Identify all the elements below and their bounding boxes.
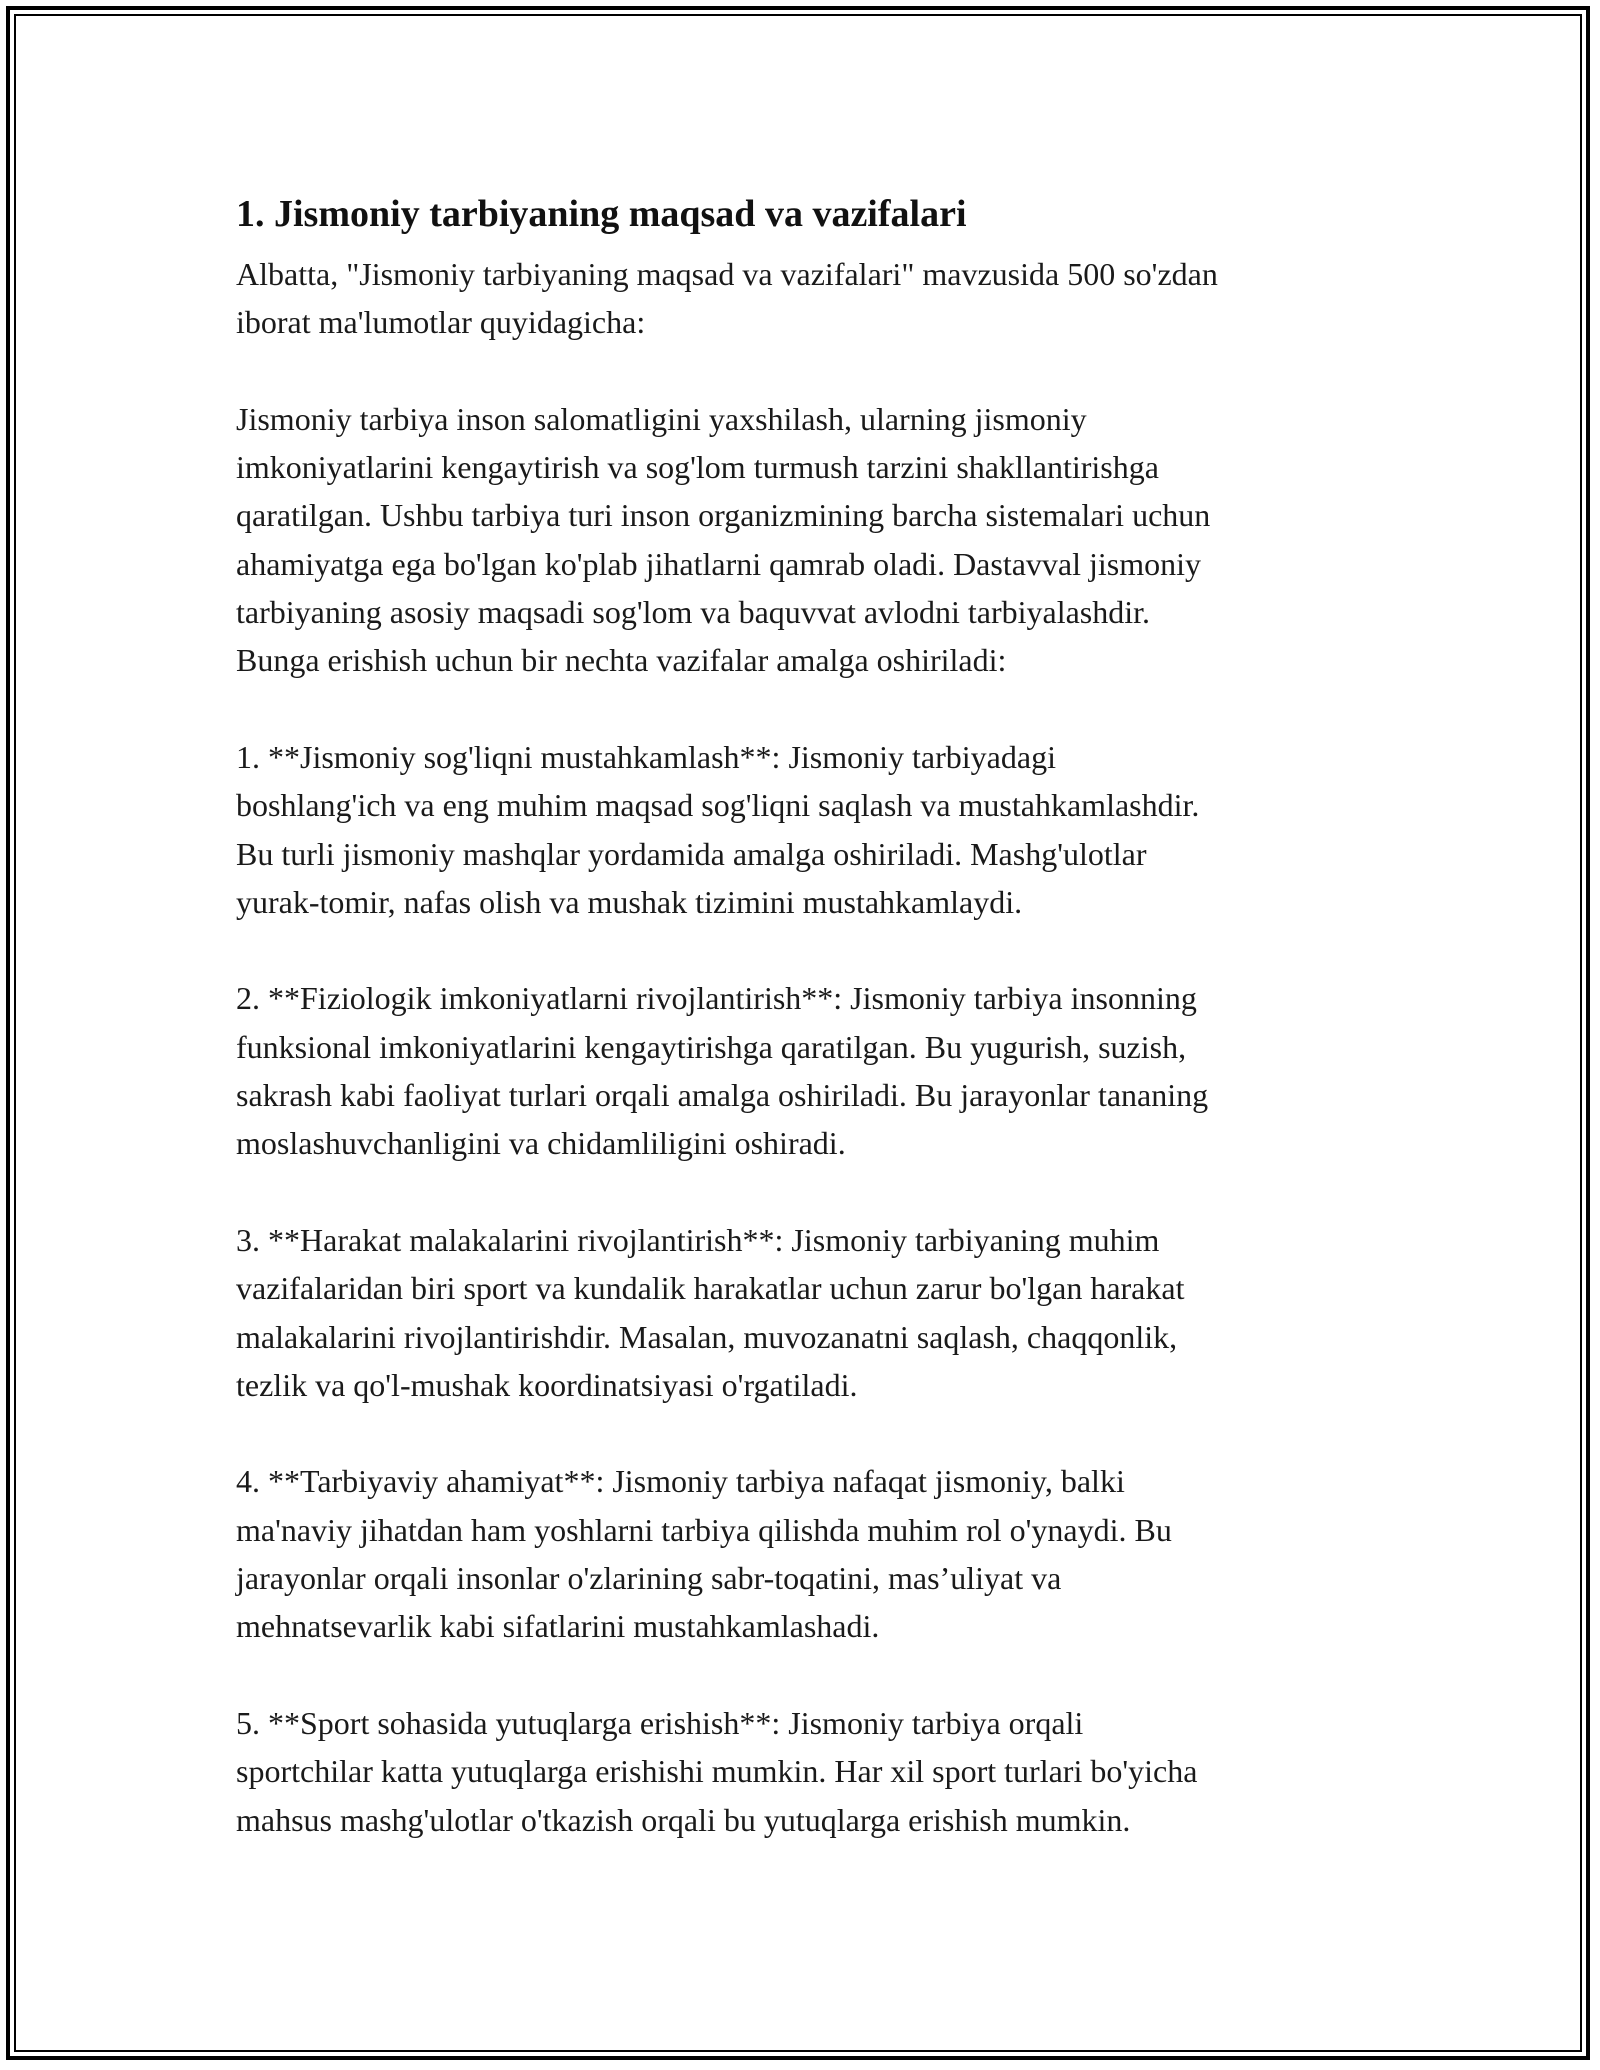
intro-paragraph: Albatta, "Jismoniy tarbiyaning maqsad va vazifalari" mavzusida 500 so'zdan iborat ma'lumotlar quyidagicha:	[236, 256, 1218, 341]
list-item-2: 2. **Fiziologik imkoniyatlarni rivojlantirish**: Jismoniy tarbiya insonning funksional imkoniyatlarini kengaytirishga qaratilgan. Bu yugurish, suzish, sakrash kabi faoliyat turlari orqali amalga oshiriladi. Bu jarayonlar tananing moslashuvchanligini va chidamliligini oshiradi.	[236, 980, 1209, 1162]
list-item-5: 5. **Sport sohasida yutuqlarga erishish**: Jismoniy tarbiya orqali sportchilar katta yutuqlarga erishishi mumkin. Har xil sport turlari bo'yicha mahsus mashg'ulotlar o'tkazish orqali bu yutuqlarga erishish mumkin.	[236, 1704, 1198, 1838]
list-item-4: 4. **Tarbiyaviy ahamiyat**: Jismoniy tarbiya nafaqat jismoniy, balki ma'naviy jihatdan ham yoshlarni tarbiya qilishda muhim rol o'ynaydi. Bu jarayonlar orqali insonlar o'zlarining sabr-toqatini, mas’uliyat va mehnatsevarlik kabi sifatlarini mustahkamlashadi.	[236, 1463, 1172, 1645]
list-item-3: 3. **Harakat malakalarini rivojlantirish**: Jismoniy tarbiyaning muhim vazifalaridan biri sport va kundalik harakatlar uchun zarur bo'lgan harakat malakalarini rivojlantirishdir. Masalan, muvozanatni saqlash, chaqqonlik, tezlik va qo'l-mushak koordinatsiyasi o'rgatiladi.	[236, 1221, 1185, 1403]
list-item-1: 1. **Jismoniy sog'liqni mustahkamlash**: Jismoniy tarbiyadagi boshlang'ich va eng muhim maqsad sog'liqni saqlash va mustahkamlashdir. Bu turli jismoniy mashqlar yordamida amalga oshiriladi. Mashg'ulotlar yurak-tomir, nafas olish va mushak tizimini mustahkamlaydi.	[236, 738, 1200, 920]
document-body	[236, 184, 1386, 1844]
document-title: 1. Jismoniy tarbiyaning maqsad va vazifalari	[236, 193, 967, 235]
overview-paragraph: Jismoniy tarbiya inson salomatligini yaxshilash, ularning jismoniy imkoniyatlarini kengaytirish va sog'lom turmush tarzini shakllantirishga qaratilgan. Ushbu tarbiya turi inson organizmining barcha sistemalari uchun ahamiyatga ega bo'lgan ko'plab jihatlarni qamrab oladi. Dastavval jismoniy tarbiyaning asosiy maqsadi sog'lom va baquvvat avlodni tarbiyalashdir. Bunga erishish uchun bir nechta vazifalar amalga oshiriladi:	[236, 400, 1211, 679]
